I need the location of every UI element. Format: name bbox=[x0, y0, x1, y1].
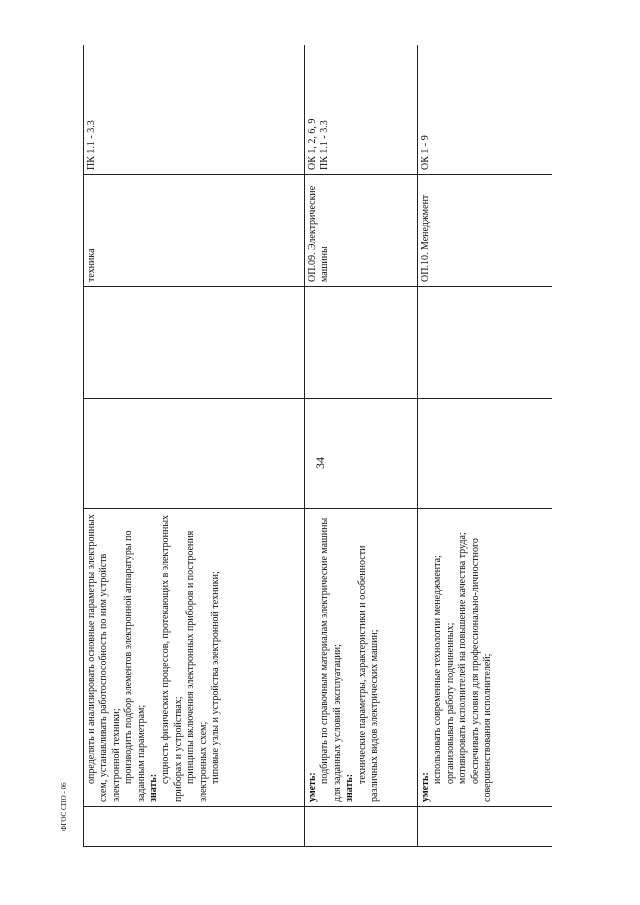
hours-class-cell bbox=[418, 287, 553, 399]
rotated-table-area bbox=[83, 45, 552, 847]
content-paragraph: сущность физических процессов, протекающих в электронных приборах и устройствах; bbox=[160, 514, 184, 802]
content-paragraph: мотивировать исполнителей на повышение качества труда; bbox=[457, 532, 469, 784]
hours-max-cell bbox=[305, 399, 418, 509]
content-paragraph: обеспечивать условия для профессионально-личностного совершенствования исполнителей; bbox=[469, 538, 494, 802]
section-heading: уметь: bbox=[420, 772, 431, 802]
hours-max-cell bbox=[418, 399, 553, 509]
table-row-management bbox=[418, 45, 553, 847]
discipline-cell: ОП.09. Электрические машины bbox=[305, 175, 418, 287]
page-number: 34 bbox=[313, 457, 327, 469]
index-cell bbox=[418, 807, 553, 847]
footer-code: ФГОС СПО - 06 bbox=[60, 782, 68, 831]
section-heading: знать: bbox=[344, 773, 356, 802]
discipline-cell: ОП.10. Менеджмент bbox=[418, 175, 553, 287]
content-paragraph: принципы включения электронных приборов и построения электронных схем; bbox=[185, 530, 209, 802]
table-row-electronics bbox=[84, 45, 305, 847]
index-cell bbox=[84, 807, 305, 847]
content-paragraph: определять и анализировать основные параметры электронных схем, устанавливать работоспособность по ним устройств электронной техники; bbox=[86, 514, 122, 802]
index-cell bbox=[305, 807, 418, 847]
hours-class-cell bbox=[305, 287, 418, 399]
competencies-cell: ОК 1 - 9 bbox=[418, 45, 553, 175]
discipline-cell: техника bbox=[84, 175, 305, 287]
content-paragraph: технические параметры, характеристики и особенности различных видов электрических машин; bbox=[356, 545, 381, 802]
content-cell bbox=[305, 509, 418, 807]
content-cell bbox=[84, 509, 305, 807]
content-cell bbox=[418, 509, 553, 807]
content-paragraph: использовать современные технологии менеджмента; bbox=[432, 555, 444, 784]
competencies-cell: ПК 1.1 - 3.3 bbox=[84, 45, 305, 175]
curriculum-table bbox=[83, 45, 552, 847]
competencies-cell: ОК 1, 2, 6, 9 ПК 1.1 - 3.3 bbox=[305, 45, 418, 175]
curriculum-table-container bbox=[83, 45, 552, 847]
section-heading: уметь: bbox=[307, 772, 318, 802]
hours-class-cell bbox=[84, 287, 305, 399]
content-paragraph: производить подбор элементов электронной аппаратуры по заданным параметрам; bbox=[123, 530, 147, 802]
content-paragraph: организовывать работу подчиненных; bbox=[444, 622, 456, 784]
section-heading: знать: bbox=[148, 773, 160, 802]
content-paragraph: подбирать по справочным материалам электрические машины для заданных условий эксплуатации; bbox=[319, 517, 343, 802]
content-paragraph: типовые узлы и устройства электронной техники; bbox=[210, 571, 222, 784]
table-row-electric-machines bbox=[305, 45, 418, 847]
hours-max-cell bbox=[84, 399, 305, 509]
